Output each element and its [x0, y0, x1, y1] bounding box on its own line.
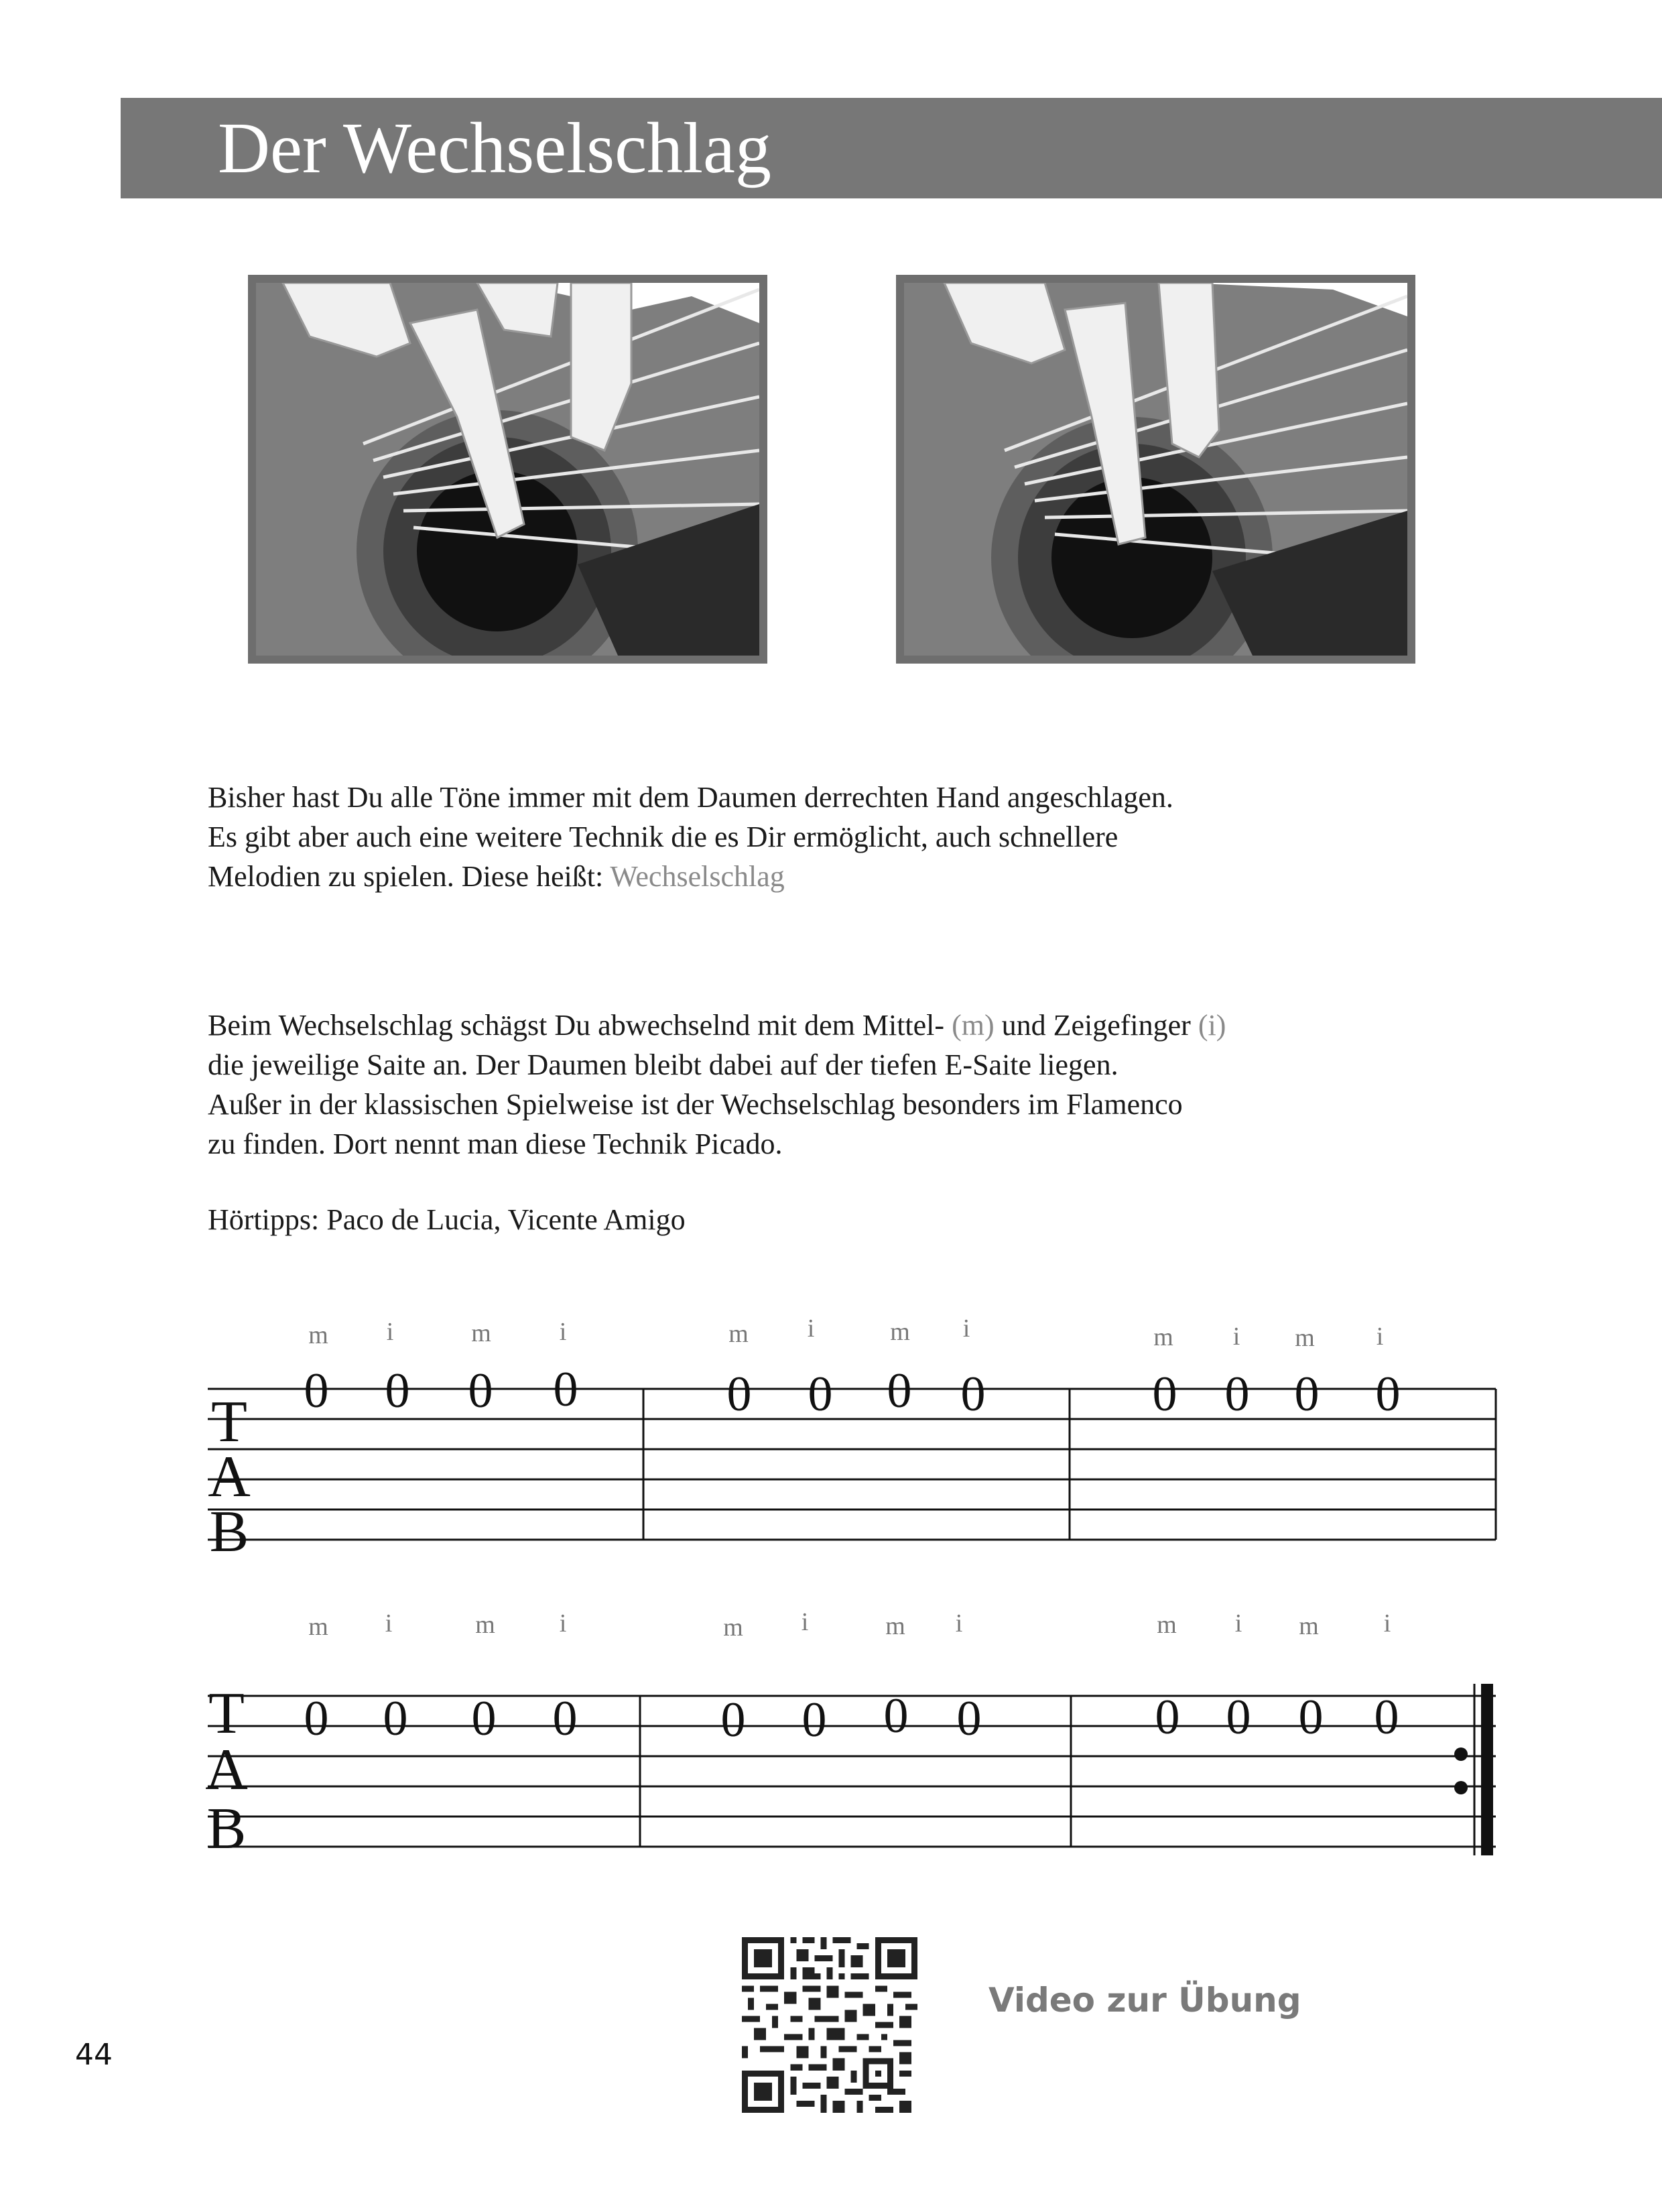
intro-line-2: Es gibt aber auch eine weitere Technik die es Dir ermöglicht, auch schnellere — [208, 820, 1118, 853]
finger-label: m — [471, 1319, 491, 1347]
fret-number: 0 — [1374, 1690, 1399, 1745]
fret-number: 0 — [887, 1363, 912, 1418]
finger-label: m — [890, 1318, 910, 1346]
fret-number: 0 — [808, 1367, 833, 1422]
fret-number: 0 — [553, 1362, 578, 1417]
fret-number: 0 — [720, 1693, 746, 1747]
fret-number: 0 — [552, 1691, 578, 1746]
fret-number: 0 — [726, 1367, 752, 1422]
finger-label: m — [728, 1320, 749, 1348]
finger-label: m — [885, 1612, 905, 1640]
fret-number: 0 — [383, 1691, 408, 1746]
fret-number: 0 — [304, 1691, 329, 1746]
fret-number: 0 — [883, 1688, 909, 1743]
finger-label: i — [1232, 1323, 1240, 1351]
fret-number: 0 — [956, 1691, 982, 1746]
repeat-dot — [1454, 1781, 1468, 1794]
finger-label: m — [1153, 1323, 1173, 1351]
qr-code[interactable] — [742, 1937, 917, 2113]
finger-label: i — [955, 1609, 963, 1638]
body-line-1a: Beim Wechselschlag schägst Du abwechselnd mit dem Mittel- — [208, 1009, 952, 1042]
intro-line-1: Bisher hast Du alle Töne immer mit dem Daumen derrechten Hand angeschlagen. — [208, 781, 1173, 814]
tab-clef-t: T — [208, 1681, 245, 1746]
finger-label: m — [723, 1613, 743, 1642]
fret-number: 0 — [385, 1363, 410, 1418]
page-title: Der Wechselschlag — [218, 109, 771, 188]
tab-clef-b: B — [209, 1499, 249, 1564]
fret-number: 0 — [802, 1693, 827, 1747]
finger-label: i — [1383, 1609, 1391, 1638]
page-number: 44 — [75, 2038, 113, 2072]
fret-number: 0 — [1298, 1690, 1324, 1745]
intro-line-3-text: Melodien zu spielen. Diese heißt: — [208, 860, 611, 893]
technique-name: Wechselschlag — [610, 860, 785, 893]
finger-label: m — [308, 1613, 328, 1641]
finger-label: i — [807, 1314, 815, 1343]
tab-clef-a: A — [208, 1445, 251, 1510]
fret-number: 0 — [471, 1691, 497, 1746]
finger-label: i — [801, 1608, 809, 1636]
finger-label: m — [1157, 1611, 1177, 1639]
finger-label: m — [1299, 1612, 1319, 1640]
finger-label: i — [386, 1318, 394, 1346]
middle-finger-abbrev: (m) — [952, 1009, 995, 1042]
finger-label: i — [559, 1609, 567, 1638]
fret-number: 0 — [468, 1363, 493, 1418]
video-label[interactable]: Video zur Übung — [988, 1981, 1301, 2020]
finger-label: m — [1295, 1324, 1315, 1352]
tab-clef-b: B — [206, 1796, 247, 1861]
listening-tips: Hörtipps: Paco de Lucia, Vicente Amigo — [208, 1203, 686, 1236]
finger-label: i — [1376, 1323, 1384, 1351]
body-line-1b: und Zeigefinger — [994, 1009, 1198, 1042]
finger-label: m — [308, 1321, 328, 1349]
body-line-4: zu finden. Dort nennt man diese Technik Picado. — [208, 1127, 783, 1160]
fret-number: 0 — [1155, 1690, 1180, 1745]
fret-number: 0 — [304, 1363, 329, 1418]
tab-clef-t: T — [211, 1390, 247, 1455]
body-line-2: die jeweilige Saite an. Der Daumen bleibt dabei auf der tiefen E-Saite liegen. — [208, 1048, 1118, 1081]
fret-number: 0 — [1375, 1367, 1401, 1422]
finger-label: i — [1234, 1609, 1242, 1638]
finger-label: i — [559, 1318, 567, 1346]
index-finger-abbrev: (i) — [1198, 1009, 1226, 1042]
finger-label: i — [962, 1314, 970, 1343]
tab-clef-a: A — [205, 1737, 248, 1802]
tab-system-2 — [205, 1608, 1496, 1861]
fret-number: 0 — [1152, 1367, 1177, 1422]
finger-label: i — [385, 1609, 393, 1638]
body-line-3: Außer in der klassischen Spielweise ist der Wechselschlag besonders im Flamenco — [208, 1088, 1183, 1121]
final-barline — [1481, 1684, 1493, 1855]
fret-number: 0 — [1294, 1367, 1320, 1422]
fret-number: 0 — [1224, 1367, 1250, 1422]
tab-system-1 — [208, 1314, 1496, 1564]
fret-number: 0 — [1226, 1690, 1251, 1745]
repeat-dot — [1454, 1747, 1468, 1761]
finger-label: m — [475, 1611, 495, 1639]
fret-number: 0 — [960, 1367, 986, 1422]
